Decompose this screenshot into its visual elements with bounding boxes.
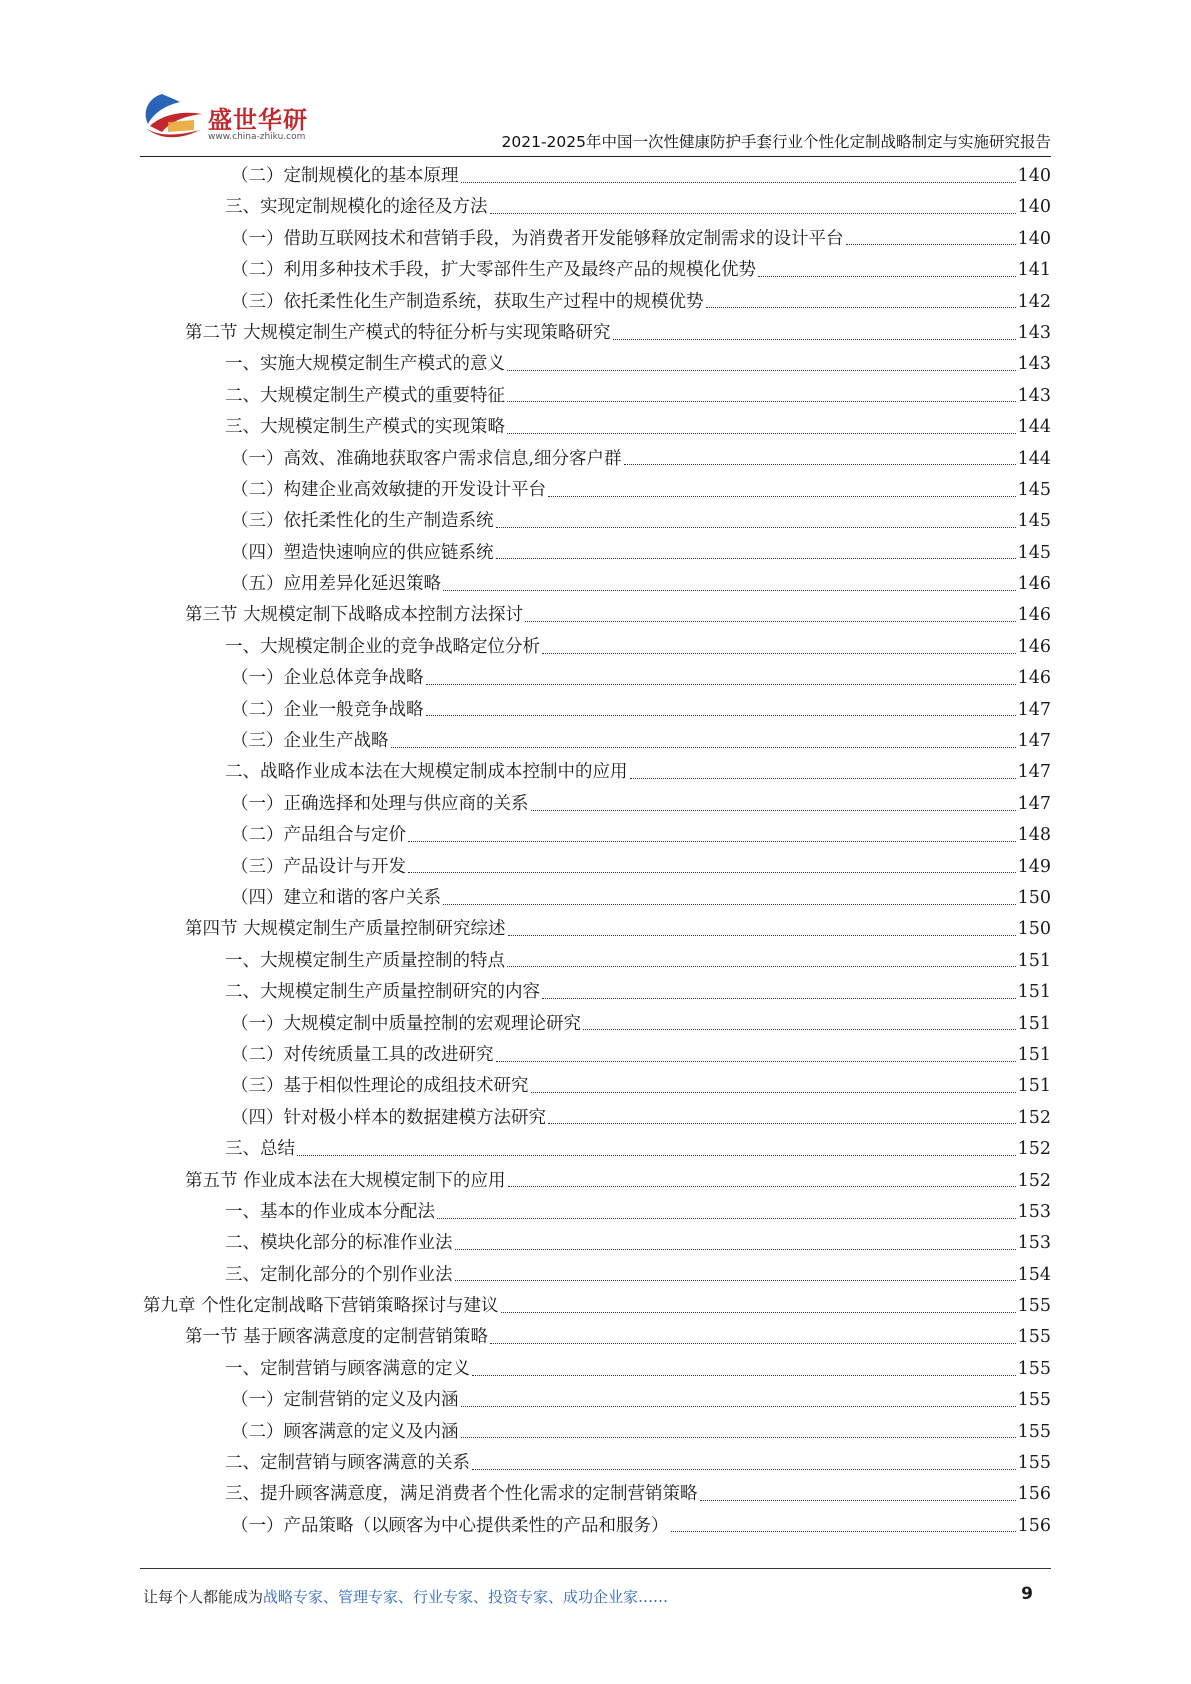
toc-leader-dots — [443, 903, 1016, 905]
toc-entry-page: 155 — [1017, 1453, 1051, 1474]
toc-leader-dots — [671, 1530, 1016, 1532]
toc-entry-page: 151 — [1017, 950, 1051, 971]
toc-entry[interactable] — [143, 883, 1051, 914]
toc-entry[interactable] — [143, 1260, 1051, 1291]
toc-entry-page: 151 — [1017, 1076, 1051, 1097]
toc-leader-dots — [531, 809, 1016, 811]
toc-entry-page: 146 — [1017, 636, 1051, 657]
toc-entry[interactable] — [143, 632, 1051, 663]
toc-entry-page: 143 — [1017, 385, 1051, 406]
toc-entry[interactable] — [143, 1134, 1051, 1165]
toc-leader-dots — [426, 683, 1016, 685]
toc-leader-dots — [531, 1091, 1016, 1093]
toc-entry-title: （三）基于相似性理论的成组技术研究 — [231, 1076, 529, 1097]
toc-entry-title: 二、大规模定制生产质量控制研究的内容 — [225, 982, 540, 1003]
toc-entry-page: 145 — [1017, 542, 1051, 563]
toc-entry-title: 三、提升顾客满意度，满足消费者个性化需求的定制营销策略 — [225, 1484, 698, 1505]
toc-leader-dots — [507, 369, 1016, 371]
toc-entry[interactable] — [143, 946, 1051, 977]
toc-entry-title: 三、大规模定制生产模式的实现策略 — [225, 417, 505, 438]
toc-entry-title: （一）定制营销的定义及内涵 — [231, 1390, 459, 1411]
toc-entry-page: 147 — [1017, 731, 1051, 752]
toc-entry-page: 147 — [1017, 762, 1051, 783]
toc-entry-page: 152 — [1017, 1107, 1051, 1128]
toc-entry-page: 145 — [1017, 511, 1051, 532]
toc-entry-page: 153 — [1017, 1201, 1051, 1222]
toc-entry-title: （四）针对极小样本的数据建模方法研究 — [231, 1107, 546, 1128]
toc-leader-dots — [472, 1468, 1016, 1470]
toc-leader-dots — [508, 1185, 1016, 1187]
toc-entry-page: 151 — [1017, 1044, 1051, 1065]
toc-entry[interactable] — [143, 695, 1051, 726]
toc-leader-dots — [490, 1342, 1016, 1344]
toc-entry-page: 152 — [1017, 1170, 1051, 1191]
toc-leader-dots — [507, 400, 1016, 402]
toc-entry-title: 第四节 大规模定制生产质量控制研究综述 — [185, 919, 506, 940]
toc-entry-title: 第五节 作业成本法在大规模定制下的应用 — [185, 1170, 506, 1191]
toc-entry-page: 156 — [1017, 1484, 1051, 1505]
toc-entry[interactable] — [143, 255, 1051, 286]
toc-entry-title: 二、大规模定制生产模式的重要特征 — [225, 385, 505, 406]
toc-leader-dots — [613, 338, 1016, 340]
toc-entry-title: （四）建立和谐的客户关系 — [231, 887, 441, 908]
toc-entry-page: 144 — [1017, 417, 1051, 438]
toc-leader-dots — [542, 652, 1016, 654]
toc-entry-title: （二）利用多种技术手段，扩大零部件生产及最终产品的规模化优势 — [231, 260, 756, 281]
header-divider — [140, 156, 1051, 157]
toc-entry-title: （二）产品组合与定价 — [231, 825, 406, 846]
footer-slogan-highlight: 战略专家、管理专家、行业专家、投资专家、成功企业家…… — [263, 1588, 669, 1606]
toc-leader-dots — [496, 1060, 1016, 1062]
toc-entry-title: （三）产品设计与开发 — [231, 856, 406, 877]
toc-entry-page: 150 — [1017, 919, 1051, 940]
toc-entry-title: 一、基本的作业成本分配法 — [225, 1201, 435, 1222]
toc-entry[interactable] — [143, 820, 1051, 851]
toc-leader-dots — [455, 1279, 1016, 1281]
toc-entry[interactable] — [143, 977, 1051, 1008]
toc-entry-title: 第三节 大规模定制下战略成本控制方法探讨 — [185, 605, 524, 626]
toc-entry-title: （一）借助互联网技术和营销手段，为消费者开发能够释放定制需求的设计平台 — [231, 228, 844, 249]
toc-entry[interactable] — [143, 381, 1051, 412]
toc-entry-page: 147 — [1017, 699, 1051, 720]
toc-entry-page: 146 — [1017, 668, 1051, 689]
toc-entry-page: 144 — [1017, 448, 1051, 469]
toc-entry-title: （二）对传统质量工具的改进研究 — [231, 1044, 494, 1065]
toc-entry-page: 155 — [1017, 1296, 1051, 1317]
footer-slogan — [143, 1586, 668, 1607]
toc-entry-page: 147 — [1017, 793, 1051, 814]
toc-entry[interactable] — [143, 1479, 1051, 1510]
toc-entry[interactable] — [143, 287, 1051, 318]
toc-leader-dots — [455, 1248, 1016, 1250]
toc-entry[interactable] — [143, 852, 1051, 883]
toc-entry-page: 142 — [1017, 291, 1051, 312]
toc-entry-page: 143 — [1017, 322, 1051, 343]
toc-entry-title: （二）定制规模化的基本原理 — [231, 166, 459, 186]
toc-leader-dots — [408, 871, 1016, 873]
toc-entry-page: 155 — [1017, 1327, 1051, 1348]
toc-entry[interactable] — [143, 1009, 1051, 1040]
toc-entry-title: 三、实现定制规模化的途径及方法 — [225, 197, 488, 218]
toc-entry-title: 三、定制化部分的个别作业法 — [225, 1264, 453, 1285]
toc-entry-page: 156 — [1017, 1515, 1051, 1536]
toc-entry-page: 140 — [1017, 197, 1051, 218]
toc-entry[interactable] — [143, 1197, 1051, 1228]
toc-leader-dots — [443, 589, 1016, 591]
toc-entry-page: 154 — [1017, 1264, 1051, 1285]
toc-entry-title: （一）正确选择和处理与供应商的关系 — [231, 793, 529, 814]
toc-entry-title: 一、大规模定制生产质量控制的特点 — [225, 950, 505, 971]
toc-leader-dots — [501, 1311, 1016, 1313]
toc-entry[interactable] — [143, 1228, 1051, 1259]
logo-text: 盛世华研 — [208, 106, 308, 134]
toc-entry-title: 第九章 个性化定制战略下营销策略探讨与建议 — [143, 1296, 499, 1317]
toc-leader-dots — [461, 181, 1016, 183]
toc-entry-title: 一、大规模定制企业的竞争战略定位分析 — [225, 636, 540, 657]
toc-entry-title: （二）构建企业高效敏捷的开发设计平台 — [231, 479, 546, 500]
toc-entry[interactable] — [143, 1071, 1051, 1102]
toc-entry-page: 146 — [1017, 574, 1051, 595]
toc-entry[interactable] — [143, 1448, 1051, 1479]
toc-entry-title: （一）产品策略（以顾客为中心提供柔性的产品和服务） — [231, 1515, 669, 1536]
toc-leader-dots — [461, 1405, 1016, 1407]
toc-entry-page: 155 — [1017, 1421, 1051, 1442]
toc-entry[interactable] — [143, 757, 1051, 788]
toc-entry-page: 150 — [1017, 887, 1051, 908]
toc-entry-title: （一）大规模定制中质量控制的宏观理论研究 — [231, 1013, 581, 1034]
toc-leader-dots — [548, 1122, 1016, 1124]
toc-leader-dots — [490, 212, 1016, 214]
toc-entry[interactable] — [143, 1322, 1051, 1353]
toc-leader-dots — [758, 275, 1016, 277]
toc-leader-dots — [548, 495, 1016, 497]
toc-leader-dots — [297, 1154, 1016, 1156]
toc-entry-page: 153 — [1017, 1233, 1051, 1254]
toc-entry[interactable] — [143, 1103, 1051, 1134]
toc-entry-title: （五）应用差异化延迟策略 — [231, 574, 441, 595]
toc-entry-page: 155 — [1017, 1358, 1051, 1379]
logo-url: www.china-zhiku.com — [208, 132, 306, 142]
toc-entry-page: 145 — [1017, 479, 1051, 500]
toc-leader-dots — [507, 965, 1016, 967]
toc-entry-title: 第一节 基于顾客满意度的定制营销策略 — [185, 1327, 489, 1348]
toc-entry-page: 146 — [1017, 605, 1051, 626]
toc-entry-page: 140 — [1017, 228, 1051, 249]
toc-entry[interactable] — [143, 224, 1051, 255]
toc-entry-page: 143 — [1017, 354, 1051, 375]
toc-entry[interactable] — [143, 318, 1051, 349]
toc-leader-dots — [624, 463, 1016, 465]
toc-leader-dots — [508, 934, 1016, 936]
toc-entry[interactable] — [143, 192, 1051, 223]
toc-entry[interactable] — [143, 1354, 1051, 1385]
toc-entry-page: 140 — [1017, 166, 1051, 186]
page-number: 9 — [1021, 1584, 1033, 1604]
toc-entry[interactable] — [143, 1166, 1051, 1197]
toc-entry-page: 149 — [1017, 856, 1051, 877]
footer-slogan-prefix: 让每个人都能成为 — [143, 1588, 264, 1606]
toc-entry-title: 二、战略作业成本法在大规模定制成本控制中的应用 — [225, 762, 628, 783]
toc-entry-title: 二、定制营销与顾客满意的关系 — [225, 1453, 470, 1474]
toc-entry-title: （一）高效、准确地获取客户需求信息,细分客户群 — [231, 448, 622, 469]
toc-entry-title: （二）企业一般竞争战略 — [231, 699, 424, 720]
toc-entry[interactable] — [143, 569, 1051, 600]
toc-leader-dots — [437, 1217, 1016, 1219]
toc-entry-title: （三）企业生产战略 — [231, 731, 389, 752]
toc-entry-page: 141 — [1017, 260, 1051, 281]
toc-entry-title: 一、定制营销与顾客满意的定义 — [225, 1358, 470, 1379]
toc-leader-dots — [408, 840, 1016, 842]
toc-leader-dots — [706, 306, 1016, 308]
toc-leader-dots — [630, 777, 1016, 779]
toc-entry-page: 152 — [1017, 1139, 1051, 1160]
toc-leader-dots — [846, 243, 1016, 245]
footer-divider — [140, 1568, 1051, 1569]
table-of-contents — [143, 161, 1051, 1542]
toc-entry-title: （四）塑造快速响应的供应链系统 — [231, 542, 494, 563]
toc-entry-title: 二、模块化部分的标准作业法 — [225, 1233, 453, 1254]
toc-entry[interactable] — [143, 1385, 1051, 1416]
toc-entry[interactable] — [143, 663, 1051, 694]
toc-entry[interactable] — [143, 789, 1051, 820]
toc-entry[interactable] — [143, 1511, 1051, 1542]
toc-entry-title: 第二节 大规模定制生产模式的特征分析与实现策略研究 — [185, 322, 611, 343]
toc-entry-title: （三）依托柔性化生产制造系统，获取生产过程中的规模优势 — [231, 291, 704, 312]
toc-entry[interactable] — [143, 412, 1051, 443]
toc-entry-title: （二）顾客满意的定义及内涵 — [231, 1421, 459, 1442]
toc-entry[interactable] — [143, 600, 1051, 631]
toc-entry[interactable] — [143, 506, 1051, 537]
toc-entry[interactable] — [143, 1291, 1051, 1322]
toc-entry[interactable] — [143, 444, 1051, 475]
toc-entry[interactable] — [143, 1417, 1051, 1448]
toc-leader-dots — [507, 432, 1016, 434]
toc-entry-title: 三、总结 — [225, 1139, 295, 1160]
toc-entry-title: 一、实施大规模定制生产模式的意义 — [225, 354, 505, 375]
toc-leader-dots — [461, 1436, 1016, 1438]
toc-leader-dots — [542, 997, 1016, 999]
toc-entry[interactable] — [143, 726, 1051, 757]
toc-leader-dots — [496, 526, 1016, 528]
toc-leader-dots — [391, 746, 1016, 748]
toc-entry-title: （三）依托柔性化的生产制造系统 — [231, 511, 494, 532]
toc-entry[interactable] — [143, 1040, 1051, 1071]
toc-entry-page: 151 — [1017, 1013, 1051, 1034]
toc-entry-page: 148 — [1017, 825, 1051, 846]
toc-leader-dots — [472, 1374, 1016, 1376]
toc-entry-title: （一）企业总体竞争战略 — [231, 668, 424, 689]
report-title: 2021-2025年中国一次性健康防护手套行业个性化定制战略制定与实施研究报告 — [501, 133, 1051, 151]
toc-entry-page: 151 — [1017, 982, 1051, 1003]
toc-entry[interactable] — [143, 538, 1051, 569]
toc-entry[interactable] — [143, 161, 1051, 192]
toc-entry[interactable] — [143, 475, 1051, 506]
toc-leader-dots — [700, 1499, 1016, 1501]
toc-leader-dots — [496, 557, 1016, 559]
toc-entry[interactable] — [143, 349, 1051, 380]
toc-leader-dots — [583, 1028, 1016, 1030]
toc-entry[interactable] — [143, 914, 1051, 945]
toc-leader-dots — [426, 714, 1016, 716]
toc-leader-dots — [525, 620, 1016, 622]
toc-entry-page: 155 — [1017, 1390, 1051, 1411]
